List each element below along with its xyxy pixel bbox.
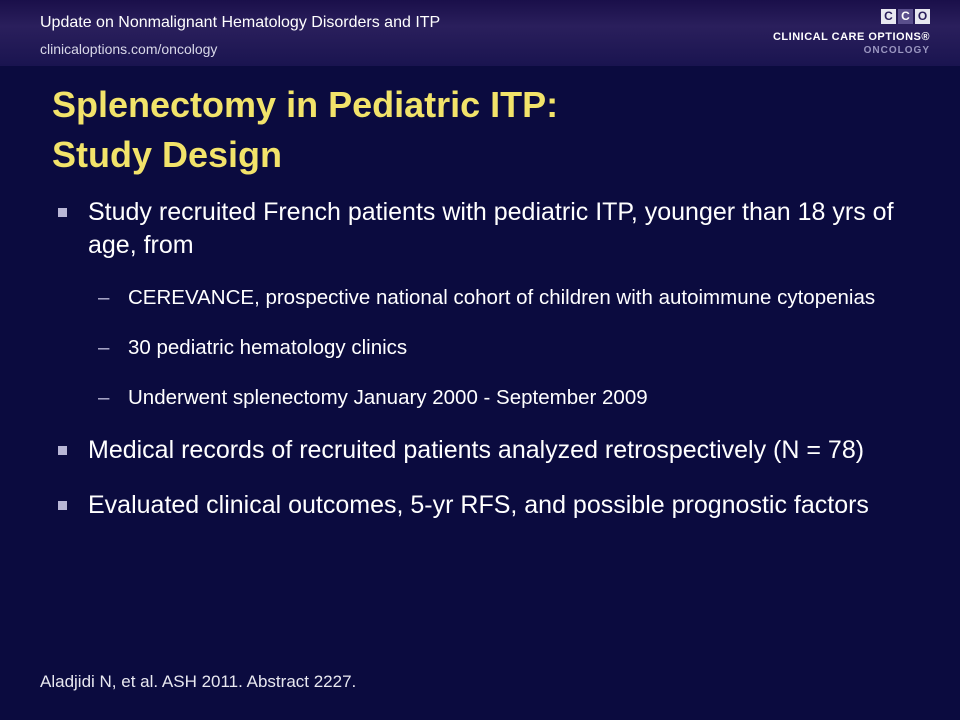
slide-content <box>52 196 912 544</box>
logo-subtitle: ONCOLOGY <box>863 45 930 56</box>
sub-bullet-1 <box>52 284 912 312</box>
bullet-1-text: Study recruited French patients with pediatric ITP, younger than 18 yrs of age, from <box>88 198 894 259</box>
citation-footnote: Aladjidi N, et al. ASH 2011. Abstract 2227. <box>40 672 357 691</box>
logo-letter-o: O <box>915 9 930 24</box>
slide-title-line1: Splenectomy in Pediatric ITP: <box>52 84 559 125</box>
bullet-2 <box>52 434 912 467</box>
bullet-3-text: Evaluated clinical outcomes, 5-yr RFS, and possible prognostic factors <box>88 491 869 519</box>
header-title: Update on Nonmalignant Hematology Disorders and ITP <box>40 14 441 31</box>
square-bullet-icon <box>58 208 67 217</box>
bullet-2-text: Medical records of recruited patients analyzed retrospectively (N = 78) <box>88 436 865 464</box>
sub-bullet-3 <box>52 384 912 412</box>
dash-bullet-icon: – <box>98 336 110 359</box>
dash-bullet-icon: – <box>98 286 110 309</box>
logo-letter-boxes <box>881 9 932 24</box>
sub-bullet-3-text: Underwent splenectomy January 2000 - September 2009 <box>128 386 648 409</box>
square-bullet-icon <box>58 501 67 510</box>
sub-bullet-1-text: CEREVANCE, prospective national cohort of children with autoimmune cytopenias <box>128 286 876 309</box>
dash-bullet-icon: – <box>98 386 110 409</box>
logo-letter-c1: C <box>881 9 896 24</box>
logo-letter-c2: C <box>898 9 913 24</box>
header-url: clinicaloptions.com/oncology <box>40 41 218 57</box>
slide-title-line2: Study Design <box>52 134 283 175</box>
sub-bullet-2 <box>52 334 912 362</box>
sub-bullet-2-text: 30 pediatric hematology clinics <box>128 336 408 359</box>
header-bar <box>0 0 960 66</box>
square-bullet-icon <box>58 446 67 455</box>
bullet-3 <box>52 489 912 522</box>
bullet-1 <box>52 196 912 262</box>
slide-title <box>52 80 912 180</box>
logo-name: CLINICAL CARE OPTIONS® <box>772 31 930 43</box>
cco-logo <box>772 9 940 61</box>
